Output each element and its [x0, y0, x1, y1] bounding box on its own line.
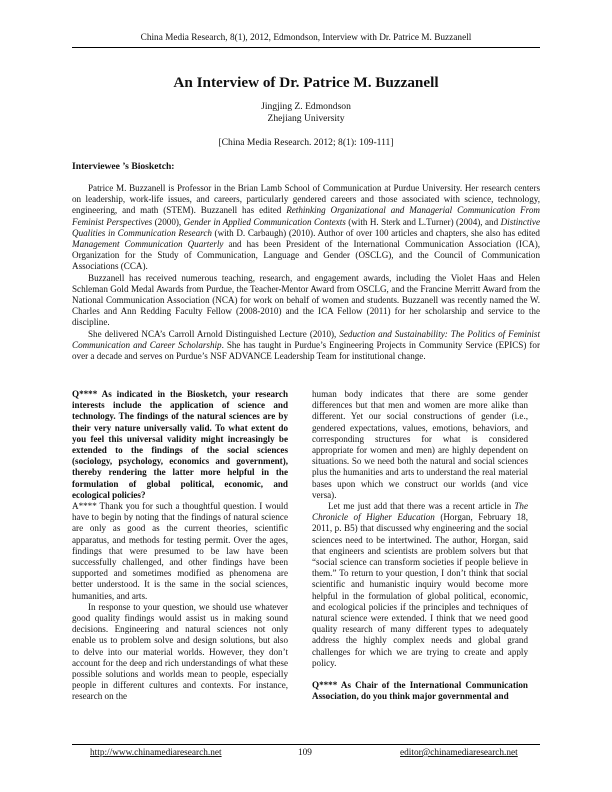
citation: [China Media Research. 2012; 8(1): 109-111]: [218, 137, 394, 148]
article-title: An Interview of Dr. Patrice M. Buzzanell: [173, 74, 439, 91]
answer-1-paragraph-1: A**** Thank you for such a thoughtful question. I would have to begin by noting that the findings of natural science are only as good as the current theories, scientific apparatus, and methods for testing permit. Over the ages, findings that were presumed to be law have been successfully challenged, and other findings have been supported and sometimes modified as phenomena are better understood. It is the same in the social sciences, humanities, and arts.: [72, 501, 288, 601]
bio-paragraph-3: She delivered NCA’s Carroll Arnold Distinguished Lecture (2010), Seduction and Sustainability: The Politics of Feminist Communication and Career Scholarship. She has taught in Purdue’s Engineering Projects in Community Service (EPICS) for over a decade and serves on Purdue’s NSF ADVANCE Leadership Team for institutional change.: [72, 328, 540, 362]
question-2: Q**** As Chair of the International Communication Association, do you think major governmental and: [312, 680, 528, 702]
footer-website-link[interactable]: http://www.chinamediaresearch.net: [90, 748, 222, 758]
answer-1-paragraph-2: In response to your question, we should use whatever good quality findings would assist us in making sound decisions. Engineering and natural sciences not only enable us to problem solve and design solutions, but also to delve into our material worlds. However, they don’t account for the deep and rich understandings of what these possible solutions and worlds mean to people, especially people in different cultures and contexts. For instance, research on the: [72, 601, 288, 702]
bio-paragraph-1: Patrice M. Buzzanell is Professor in the Brian Lamb School of Communication at Purdue University. Her research centers on leadership, work-life issues, and careers, particularly gendered careers and those associated with science, technology, engineering, and math (STEM). Buzzanell has edited Rethinking Organizational and Managerial Communication From Feminist Perspectives (2000), Gender in Applied Communication Contexts (with H. Sterk and L.Turner) (2004), and Distinctive Qualities in Communication Research (with D. Carbaugh) (2010). Author of over 100 articles and chapters, she also has edited Management Communication Quarterly and has been President of the International Communication Association (ICA), Organization for the Study of Communication, Language and Gender (OSCLG), and the Council of Communication Associations (CCA).: [72, 183, 541, 272]
answer-1-paragraph-4: Let me just add that there was a recent article in The Chronicle of Higher Education (Horgan, February 18, 2011, p. B5) that discussed why engineering and the social sciences need to be intertwined. The author, Horgan, said that engineers and scientists are problem solvers but that “social science can transform societies if people believe in them.” To return to your question, I don’t think that social scientific and humanistic inquiry would become more helpful in the formulation of global political, economic, and ecological policies if the principles and techniques of natural science were extended. I think that we need good quality research of many different types to adequately address the highly complex needs and global grand challenges for which we are trying to create and apply policy.: [312, 501, 528, 668]
header-rule: [72, 47, 540, 48]
running-head: China Media Research, 8(1), 2012, Edmondson, Interview with Dr. Patrice M. Buzzanell: [140, 33, 472, 43]
answer-1-paragraph-3: human body indicates that there are some gender differences but that men and women are more alike than different. Yet our social constructions of gender (i.e., gendered expectations, values, emotions, behaviors, and corresponding structures for what is considered appropriate for women and men) are highly dependent on situations. So we need both the natural and social sciences plus the humanities and arts to understand the real material bases upon which we construct our worlds (and vice versa).: [312, 389, 528, 500]
biosketch: [72, 183, 540, 362]
bio-paragraph-2: Buzzanell has received numerous teaching, research, and engagement awards, including the Violet Haas and Helen Schleman Gold Medal Awards from Purdue, the Teacher-Mentor Award from OSCLG, and the Francine Merritt Award from the National Communication Association (NCA) for work on behalf of women and students. Buzzanell was recently named the W. Charles and Ann Redding Faculty Fellow (2008-2010) and the ICA Fellow (2011) for her scholarship and service to the discipline.: [72, 272, 540, 328]
footer-rule: [72, 744, 540, 745]
footer-email-link[interactable]: editor@chinamediaresearch.net: [400, 748, 518, 758]
page-number: 109: [298, 748, 312, 758]
section-heading-biosketch: Interviewee ’s Biosketch:: [72, 161, 175, 172]
right-column: [312, 389, 528, 702]
author-name: Jingjing Z. Edmondson: [261, 101, 351, 112]
author-affiliation: Zhejiang University: [267, 113, 345, 124]
question-1: Q**** As indicated in the Biosketch, your research interests include the application of science and technology. The findings of the natural sciences are by their very nature universally valid. To what extent do you feel this universal validity might increasingly be extended to the findings of the social sciences (sociology, psychology, economics and government), thereby rendering the latter more helpful in the formulation of global political, economic, and ecological policies?: [72, 389, 288, 500]
left-column: [72, 389, 288, 703]
